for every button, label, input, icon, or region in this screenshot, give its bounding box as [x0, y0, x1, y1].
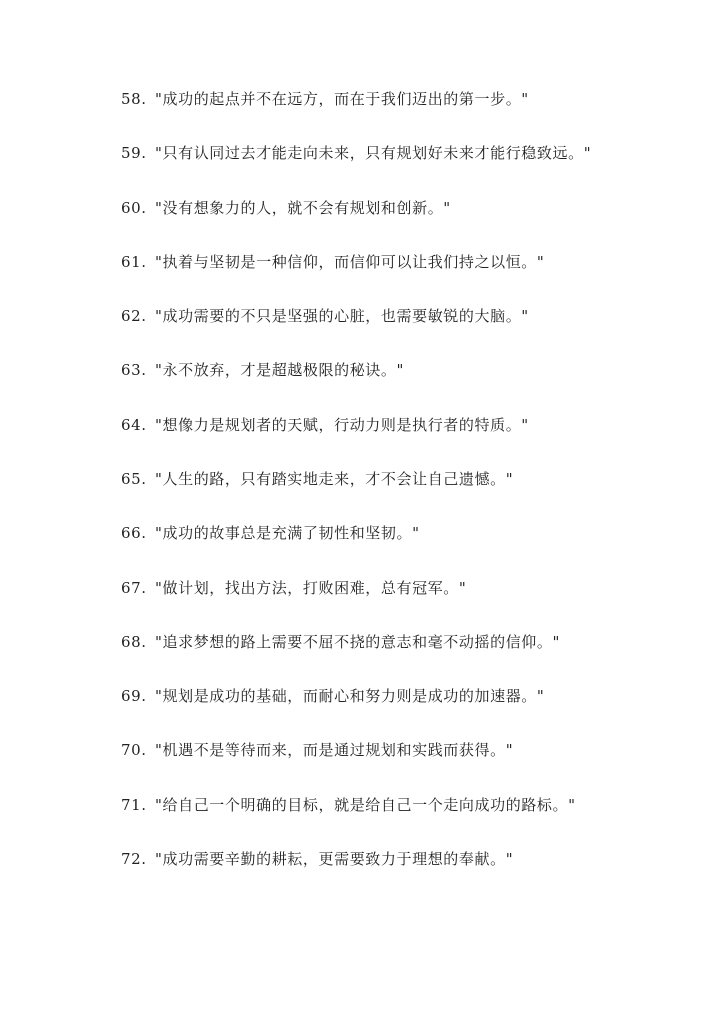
quote-text: "成功需要辛勤的耕耘，更需要致力于理想的奉献。"	[155, 849, 514, 868]
item-number: 69.	[121, 687, 147, 706]
item-number: 71.	[121, 795, 147, 814]
item-number: 67.	[121, 578, 147, 597]
item-number: 66.	[121, 524, 147, 543]
list-item	[121, 303, 701, 330]
quote-text: "人生的路，只有踏实地走来，才不会让自己遗憾。"	[155, 469, 514, 488]
list-item	[121, 195, 701, 222]
quote-text: "规划是成功的基础，而耐心和努力则是成功的加速器。"	[155, 687, 545, 706]
list-item	[121, 357, 701, 384]
item-number: 59.	[121, 144, 147, 163]
list-item	[121, 575, 701, 602]
list-item	[121, 792, 701, 819]
list-item	[121, 683, 701, 710]
quote-text: "永不放弃，才是超越极限的秘诀。"	[155, 361, 405, 380]
quote-text: "只有认同过去才能走向未来，只有规划好未来才能行稳致远。"	[155, 144, 592, 163]
item-number: 58.	[121, 90, 147, 108]
item-number: 70.	[121, 741, 147, 760]
list-item	[121, 629, 701, 656]
item-number: 61.	[121, 252, 147, 271]
list-item	[121, 520, 701, 547]
quote-text: "没有想象力的人，就不会有规划和创新。"	[155, 198, 451, 217]
item-number: 64.	[121, 415, 147, 434]
list-item	[121, 846, 701, 873]
quote-text: "追求梦想的路上需要不屈不挠的意志和毫不动摇的信仰。"	[155, 632, 561, 651]
item-number: 60.	[121, 198, 147, 217]
item-number: 65.	[121, 469, 147, 488]
list-item	[121, 86, 701, 113]
quote-text: "成功需要的不只是坚强的心脏，也需要敏锐的大脑。"	[155, 307, 529, 326]
list-item	[121, 249, 701, 276]
list-item	[121, 466, 701, 493]
quote-text: "想像力是规划者的天赋，行动力则是执行者的特质。"	[155, 415, 529, 434]
item-number: 72.	[121, 849, 147, 868]
list-item	[121, 140, 701, 167]
quote-text: "执着与坚韧是一种信仰，而信仰可以让我们持之以恒。"	[155, 252, 545, 271]
quote-text: "成功的起点并不在远方，而在于我们迈出的第一步。"	[155, 90, 529, 108]
item-number: 63.	[121, 361, 147, 380]
list-item	[121, 412, 701, 439]
quote-text: "机遇不是等待而来，而是通过规划和实践而获得。"	[155, 741, 514, 760]
quote-text: "成功的故事总是充满了韧性和坚韧。"	[155, 524, 420, 543]
item-number: 68.	[121, 632, 147, 651]
quote-text: "给自己一个明确的目标，就是给自己一个走向成功的路标。"	[155, 795, 576, 814]
list-item	[121, 737, 701, 764]
quote-text: "做计划，找出方法，打败困难，总有冠军。"	[155, 578, 467, 597]
item-number: 62.	[121, 307, 147, 326]
quote-list	[121, 86, 701, 900]
